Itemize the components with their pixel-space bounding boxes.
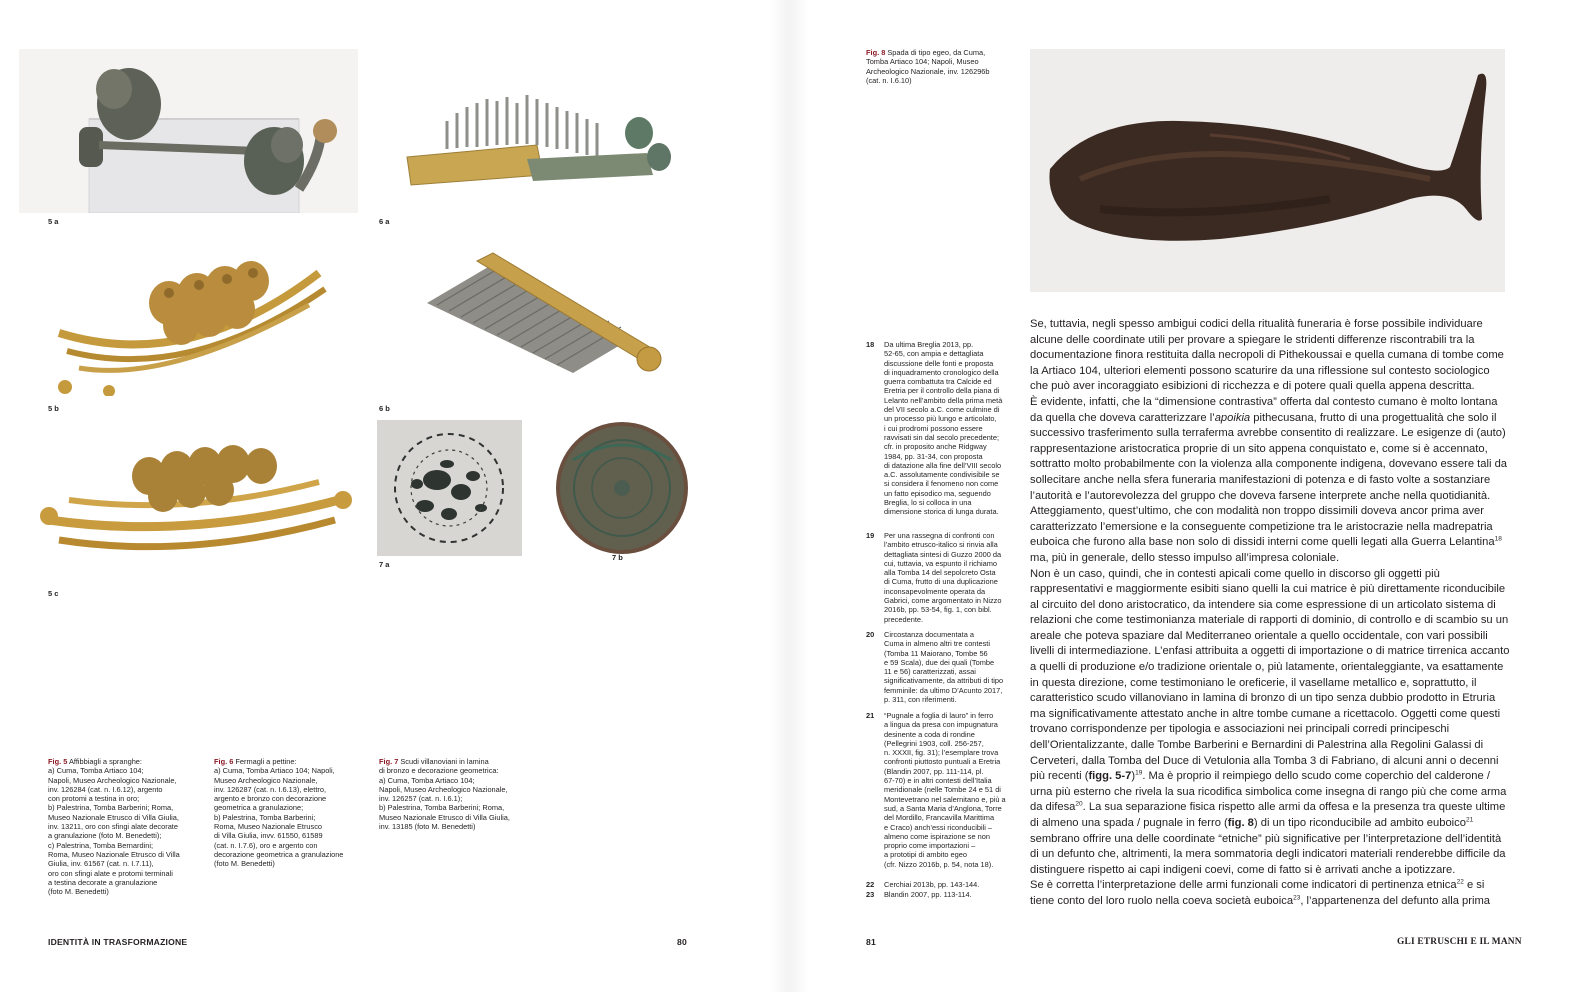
body-p4-part-f: sembrano offrire una delle coordinate “etniche” più significative per l’interpretazione dell’identità di un defunto che, altrimenti, la mera sommatoria degli indicatori materiali renderebbe difficile da distinguere rispetto ai capi indigeni coevi, come di fatto si è arrivati anche a ipotizzare. [1030, 832, 1506, 876]
photo-fig-8 [1030, 49, 1505, 292]
body-paragraph-1: Se, tuttavia, negli spesso ambigui codici della ritualità funeraria è forse possibile individuare alcune delle coordinate utili per provare a spiegare le stridenti differenze riscontrabili tra la documentazione finora restituita dalla necropoli di Pithekoussai e quella cumana di tombe come la Artiaco 104, ulteriori elementi possono scaturire da una riflessione sul contesto sociologico che può aver incoraggiato esibizioni di ricchezza e di potere quali quella appena descritta. [1030, 318, 1504, 393]
caption-fig-8 [866, 48, 1016, 85]
photo-fig-5a [19, 49, 358, 213]
body-paragraph-2 [1030, 395, 1510, 504]
photo-label-7a: 7 a [379, 560, 390, 569]
caption-fig-7-number: Fig. 7 [379, 757, 399, 766]
photo-label-5b: 5 b [48, 404, 59, 413]
photo-label-5c: 5 c [48, 589, 59, 598]
figure-ref-8[interactable]: fig. 8 [1227, 817, 1254, 829]
footnote-18-number: 18 [866, 340, 875, 349]
body-p4-part-b: ) [1131, 770, 1136, 783]
photo-fig-7b [553, 420, 691, 556]
body-p3-part-a: Atteggiamento, quest’ultimo, che con modalità non troppo dissimili doveva ancor prima aver caratterizzato l’emersione e la conseguente competizione tra le aristocrazie nella madrepatria euboica che furono alla base non solo di dissidi interni come quelli legati alla Guerra Lelantina [1030, 505, 1495, 549]
body-p2-part-b: pithecusana, frutto di una progettualità che solo il successivo trasferimento sulla terraferma avrebbe consentito di realizzare. Le esigenze di (auto) rappresentazione aristocratica proprie di un sito appena conquistato e, come si è accennato, sottratto molto probabilmente con la violenza alla componente indigena, dovevano essere tali da sollecitare anche nella sfera funeraria manifestazioni di potenza e di fasto volte a sostanziare l’autorità e l’autorevolezza del gruppo che doveva farsene interprete anche nella quotidianità. [1030, 411, 1508, 502]
page-number-right: 81 [866, 937, 876, 947]
shield-barberini-image [553, 420, 691, 556]
photo-label-5a: 5 a [48, 217, 59, 226]
caption-fig-5-number: Fig. 5 [48, 757, 68, 766]
footnote-19 [866, 531, 1014, 624]
body-p3-part-b: ma, più in generale, dello stesso impulso all’impresa coloniale. [1030, 551, 1340, 564]
caption-fig-6-number: Fig. 6 [214, 757, 234, 766]
caption-fig-6-text: a) Cuma, Tomba Artiaco 104; Napoli, Museo Archeologico Nazionale, inv. 126287 (cat. n. I.6.13), elettro, argento e bronzo con decorazione geometrica a granulazione; b) Palestrina, Tomba Barberini; Roma, Museo Nazionale Etrusco di Villa Giulia, invv. 61550, 61589 (cat. n. I.7.6), oro e argento con decorazione geometrica a granulazione (foto M. Benedetti) [214, 766, 344, 869]
comb-clasp-gold-image [377, 233, 687, 396]
footnote-21-number: 21 [866, 711, 875, 720]
footnote-20-text: Circostanza documentata a Cuma in almeno altri tre contesti (Tomba 11 Maiorano, Tombe 56 e 59 Scala), due dei quali (Tombe 11 e 56) caratterizzati, assai significativamente, da attributi di tipo femminile: da ultimo D’Acunto 2017, p. 311, con riferimenti. [884, 630, 1004, 705]
footnote-ref-23[interactable]: 23 [1293, 894, 1301, 902]
footnote-ref-19[interactable]: 19 [1135, 769, 1143, 777]
body-p4-part-c: . Ma è proprio il reimpiego dello scudo come coperchio del calderone / urna più esterno che rivela la sua ricodifica simbolica come insegna di rango più che come arma da difesa [1030, 770, 1507, 814]
caption-fig-7 [379, 757, 529, 831]
photo-fig-5c [19, 420, 358, 573]
footnote-21 [866, 711, 1014, 869]
footnote-18-text: Da ultima Breglia 2013, pp. 52-65, con ampia e dettagliata discussione delle fonti e proposta di inquadramento cronologico della guerra combattuta tra Calcide ed Eretria per il controllo della piana di Lelanto nell’ambito della prima metà del VII secolo a.C. come culmine di un processo più lungo e articolato, i cui prodromi possono essere ravvisati sin dal secolo precedente; cfr. in proposito anche Ridgway 1984, pp. 31-34, con proposta di datazione alla fine dell’VIII secolo a.C. assolutamente condivisibile se si considera il fenomeno non come un fatto episodico ma, seguendo Breglia, lo si colloca in una dimensione storica di lunga durata. [884, 340, 1003, 517]
body-p4-part-d: . La sua separazione fisica rispetto alle armi da offesa e la presenza tra queste ultime di almeno una spada / pugnale in ferro ( [1030, 801, 1506, 829]
body-p4-part-e: ) di un tipo riconducibile ad ambito euboico [1253, 817, 1466, 829]
caption-fig-7-text: di bronzo e decorazione geometrica: a) Cuma, Tomba Artiaco 104; Napoli, Museo Archeologico Nazionale, inv. 126257 (cat. n. I.6.1); b) Palestrina, Tomba Barberini; Roma, Museo Nazionale Etrusco di Villa Giulia, inv. 13185 (foto M. Benedetti) [379, 766, 510, 832]
body-paragraph-5 [1030, 878, 1510, 909]
footnote-23 [866, 890, 1014, 899]
footnote-19-text: Per una rassegna di confronti con l’ambito etrusco-italico si rinvia alla dettagliata sintesi di Guzzo 2000 da cui, tuttavia, va espunto il richiamo alla Tomba 14 del sepolcreto Osta di Cuma, frutto di una duplicazione inconsapevolmente operata da Gabrici, come argomentato in Nizzo 2016b, pp. 53-54, fig. 1, con bibl. precedente. [884, 531, 1002, 624]
photo-label-6a: 6 a [379, 217, 390, 226]
footnote-19-number: 19 [866, 531, 875, 540]
body-paragraph-3 [1030, 504, 1510, 566]
footnote-ref-18[interactable]: 18 [1494, 535, 1502, 543]
running-head-left: IDENTITÀ IN TRASFORMAZIONE [48, 937, 188, 947]
photo-label-6b: 6 b [379, 404, 390, 413]
figure-ref-5-7[interactable]: figg. 5-7 [1088, 770, 1132, 783]
running-head-right: GLI ETRUSCHI E IL MANN [1397, 937, 1522, 947]
footnote-20 [866, 630, 1014, 704]
caption-fig-6-title: Fermagli a pettine: [235, 757, 297, 766]
footnote-18 [866, 340, 1014, 517]
footnote-22-number: 22 [866, 880, 875, 889]
body-p4-part-a: Non è un caso, quindi, che in contesti apicali come quello in discorso gli oggetti più rappresentativi e maggiormente esibiti siano quelli la cui matrice è più direttamente riconducibile al circuito del dono aristocratico, da intendere sia come espressione di un articolato sistema di relazioni che come testimonianza materiale di rapporti di dominio, di controllo e di scambio su un areale che poteva spaziare dal Mediterraneo orientale a quello occidentale, con vari possibili livelli di intermediazione. L’enfasi attribuita a oggetti di importazione o di matrice tirrenica accanto a quelli di produzione e/o tradizione orientale o, più latamente, orientaleggiante, va esattamente in questa direzione, come testimoniano le oreficerie, il vasellame metallico e, soprattutto, il caratteristico scudo villanoviano in lamina di bronzo di un tipo senza dubbio prodotto in Etruria ma significativamente attestato anche in altre tombe cumane a ricettacolo. Oggetti come questi trovano corrispondenze per tipologia e associazioni nei principali corredi principeschi dell’Orientalizzante, dalle Tombe Barberini e Bernardini di Palestrina alla Regolini Galassi di Cerveteri, dalla Tomba del Duce di Vetulonia alla Tomba 3 di Fabriano, di alcuni anni o decenni più recenti ( [1030, 567, 1510, 783]
footnote-ref-21[interactable]: 21 [1465, 816, 1474, 824]
shield-artiaco-image [377, 420, 522, 556]
caption-fig-8-text: Spada di tipo egeo, da Cuma, Tomba Artiaco 104; Napoli, Museo Archeologico Nazionale, inv. 126296b (cat. n. I.6.10) [866, 48, 990, 85]
body-p5-part-b: e si tiene conto del loro ruolo nella coeva società euboica [1030, 879, 1485, 907]
body-p2-italic: apoikia [1214, 411, 1251, 424]
caption-fig-8-number: Fig. 8 [866, 48, 886, 57]
footnote-20-number: 20 [866, 630, 875, 639]
photo-fig-6a [377, 49, 687, 213]
photo-fig-6b [377, 233, 687, 396]
body-p5-part-c: , l’appartenenza del defunto alla prima [1300, 894, 1491, 907]
fibula-gold-barberini-image [19, 233, 358, 396]
comb-clasp-electrum-image [377, 49, 687, 213]
caption-fig-5-title: Affibbiagli a spranghe: [68, 757, 142, 766]
photo-label-7b: 7 b [612, 553, 623, 562]
page-number-left: 80 [677, 937, 687, 947]
footnote-23-number: 23 [866, 890, 875, 899]
footnote-ref-22[interactable]: 22 [1456, 878, 1464, 886]
footnote-23-text: Blandin 2007, pp. 113-114. [884, 890, 972, 899]
footnote-21-text: “Pugnale a foglia di lauro” in ferro a lingua da presa con impugnatura desinente a coda di rondine (Pellegrini 1903, coll. 256-257, n. XXXII, fig. 31); l’esemplare trova confronti piuttosto puntuali a Eretria (Blandin 2007, pp. 111-114, pl. 67-70) e in altri contesti dell’Italia meridionale (nelle Tombe 24 e 51 di Montevetrano nel salernitano e, più a sud, a Santa Maria d’Anglona, Torre del Mordillo, Francavilla Marittima e Craco) anch’essi riconducibili – almeno come ispirazione se non proprio come importazioni – a prototipi di ambito egeo (cfr. Nizzo 2016b, p. 54, nota 18). [884, 711, 1006, 869]
caption-fig-7-title: Scudi villanoviani in lamina [400, 757, 489, 766]
caption-fig-6 [214, 757, 364, 869]
iron-sword-image [1030, 49, 1505, 292]
body-p2-part-a: È evidente, infatti, che la “dimensione contrastiva” offerta dal contesto cumano è molto lontana da quella che doveva caratterizzare l’ [1030, 395, 1498, 424]
footnote-22-text: Cerchiai 2013b, pp. 143-144. [884, 880, 980, 889]
footnote-22 [866, 880, 1014, 889]
caption-fig-5-text: a) Cuma, Tomba Artiaco 104; Napoli, Museo Archeologico Nazionale, inv. 126284 (cat. n. I.6.12), argento con protomi a testina in oro; b) Palestrina, Tomba Barberini; Roma, Museo Nazionale Etrusco di Villa Giulia, inv. 13211, oro con sfingi alate decorate a granulazione (foto M. Benedetti); c) Palestrina, Tomba Bernardini; Roma, Museo Nazionale Etrusco di Villa Giulia, inv. 61567 (cat. n. I.7.11), oro con sfingi alate e protomi terminali a testina decorate a granulazione (foto M. Benedetti) [48, 766, 180, 897]
body-p5-part-a: Se è corretta l’interpretazione delle armi funzionali come indicatori di pertinenza etnica [1030, 879, 1457, 892]
photo-fig-7a [377, 420, 522, 556]
fibula-gold-bernardini-image [19, 420, 358, 573]
footnote-ref-20[interactable]: 20 [1075, 800, 1083, 808]
fibula-silver-image [19, 49, 358, 213]
photo-fig-5b [19, 233, 358, 396]
caption-fig-5 [48, 757, 198, 896]
body-paragraph-4 [1030, 567, 1510, 879]
body-text [1030, 317, 1510, 910]
